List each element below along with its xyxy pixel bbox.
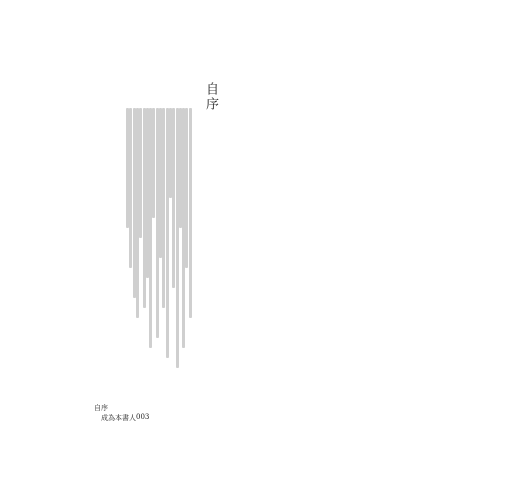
left-page: [0, 0, 258, 500]
text-column-placeholder: [172, 108, 175, 288]
body-text-block: [126, 108, 192, 408]
right-page: [258, 0, 520, 500]
text-column-placeholder: [162, 108, 165, 308]
text-column-placeholder: [185, 108, 188, 268]
text-column-placeholder: [189, 108, 192, 318]
text-column-placeholder: [149, 108, 152, 348]
text-column-placeholder: [169, 108, 172, 198]
text-column-placeholder: [159, 108, 162, 258]
footer-subtitle: 成為本書人: [101, 414, 136, 422]
text-column-placeholder: [129, 108, 132, 268]
text-column-placeholder: [156, 108, 159, 338]
page-title: 自序: [203, 82, 218, 112]
text-column-placeholder: [176, 108, 179, 368]
text-column-placeholder: [179, 108, 182, 228]
river-map-illustration: [516, 80, 520, 410]
text-column-placeholder: [143, 108, 146, 308]
text-column-placeholder: [182, 108, 185, 348]
text-column-placeholder: [136, 108, 139, 318]
text-column-placeholder: [146, 108, 149, 278]
page-number: 003: [136, 413, 150, 421]
footer-section: 自序: [94, 404, 108, 412]
text-column-placeholder: [166, 108, 169, 358]
text-column-placeholder: [152, 108, 155, 218]
text-column-placeholder: [126, 108, 129, 228]
text-column-placeholder: [133, 108, 136, 298]
text-column-placeholder: [139, 108, 142, 238]
